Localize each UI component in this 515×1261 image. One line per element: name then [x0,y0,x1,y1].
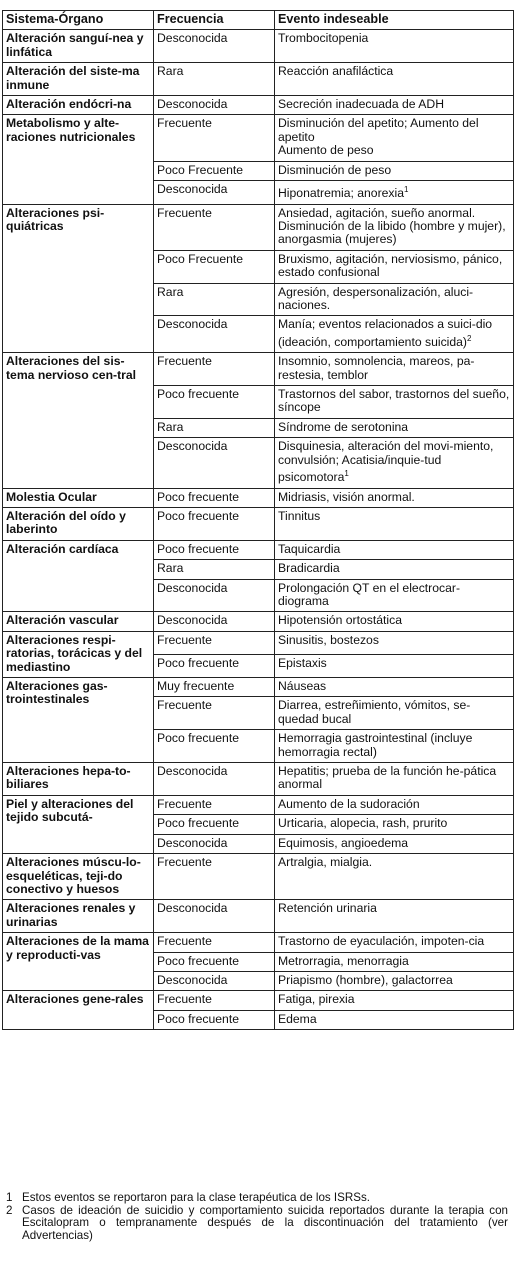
event-cell [275,678,514,697]
system-organ-cell: Alteraciones gas-trointestinales [3,678,154,763]
event-text: Insomnio, somnolencia, mareos, pa-restesia, temblor [278,354,475,382]
event-cell [275,697,514,730]
footnote-text: Casos de ideación de suicidio y comportamiento suicida reportados durante la terapia con Escitalopram o tempranamente después de la discontinuación del tratamiento (ver Advertencias) [22,1203,508,1242]
event-cell [275,96,514,115]
table-row [3,507,514,540]
frequency-cell: Poco frecuente [154,386,275,419]
event-cell [275,204,514,250]
system-organ-cell: Alteraciones gene-rales [3,991,154,1030]
event-cell [275,795,514,814]
table-row [3,115,514,161]
frequency-cell: Poco frecuente [154,507,275,540]
event-cell [275,63,514,96]
frequency-cell: Poco Frecuente [154,250,275,283]
event-cell [275,971,514,990]
footnote-number: 2 [6,1203,13,1217]
event-text: Disminución del apetito; Aumento del apetito Aumento de peso [278,116,479,158]
event-text: Náuseas [278,679,327,694]
table-row [3,854,514,900]
frequency-cell: Desconocida [154,96,275,115]
table-row [3,63,514,96]
event-text: Midriasis, visión anormal. [278,489,415,504]
footnotes [6,1192,508,1242]
event-text: Fatiga, pirexia [278,992,355,1007]
frequency-cell: Desconocida [154,30,275,63]
system-organ-cell: Alteraciones renales y urinarias [3,900,154,933]
frequency-cell: Frecuente [154,204,275,250]
frequency-cell: Desconocida [154,971,275,990]
table-row [3,933,514,952]
event-cell [275,834,514,853]
frequency-cell: Desconocida [154,834,275,853]
frequency-cell: Desconocida [154,900,275,933]
event-text: Diarrea, estreñimiento, vómitos, se-quedad bucal [278,698,471,726]
event-text: Equimosis, angioedema [278,835,409,850]
system-organ-cell: Alteraciones hepa-to-biliares [3,763,154,796]
system-organ-cell: Piel y alteraciones del tejido subcutá- [3,795,154,853]
event-cell [275,438,514,488]
footnote [6,1192,508,1205]
footnote-ref: 1 [344,469,349,479]
event-text: Secreción inadecuada de ADH [278,97,444,112]
event-text: Retención urinaria [278,901,377,916]
frequency-cell: Poco frecuente [154,1010,275,1029]
frequency-cell: Poco frecuente [154,654,275,677]
header-frequency: Frecuencia [154,11,275,30]
event-text: Ansiedad, agitación, sueño anormal. Disminución de la libido (hombre y mujer), anorgasmia (mujeres) [278,205,506,247]
table-row [3,30,514,63]
frequency-cell: Frecuente [154,353,275,386]
system-organ-cell: Alteraciones múscu-lo-esqueléticas, teji-do conectivo y huesos [3,854,154,900]
footnote-text: Estos eventos se reportaron para la clase terapéutica de los ISRSs. [22,1191,370,1204]
system-organ-cell: Alteraciones psi-quiátricas [3,204,154,353]
system-organ-cell: Alteración vascular [3,612,154,631]
table-body [3,30,514,1030]
frequency-cell: Rara [154,63,275,96]
event-cell [275,730,514,763]
event-text: Epistaxis [278,655,327,670]
system-organ-cell: Molestia Ocular [3,488,154,507]
frequency-cell: Poco frecuente [154,540,275,559]
table-row [3,204,514,250]
system-organ-cell: Alteración del oído y laberinto [3,507,154,540]
frequency-cell: Muy frecuente [154,678,275,697]
table-header-row [3,11,514,30]
event-text: Hiponatremia; anorexia [278,186,405,201]
event-cell [275,763,514,796]
event-text: Trastornos del sabor, trastornos del sueño, síncope [278,387,510,415]
table-row [3,763,514,796]
event-text: Reacción anafiláctica [278,64,394,79]
event-text: Prolongación QT en el electrocar-diograma [278,580,461,608]
frequency-cell: Desconocida [154,316,275,353]
table-row [3,678,514,697]
table-row [3,795,514,814]
event-cell [275,815,514,834]
event-cell [275,933,514,952]
event-cell [275,1010,514,1029]
footnote-ref: 2 [467,333,472,343]
event-text: Trombocitopenia [278,31,369,46]
event-cell [275,991,514,1010]
frequency-cell: Desconocida [154,612,275,631]
frequency-cell: Frecuente [154,697,275,730]
event-text: Priapismo (hombre), galactorrea [278,972,453,987]
event-cell [275,631,514,654]
event-cell [275,30,514,63]
event-text: Aumento de la sudoración [278,796,420,811]
event-text: Edema [278,1011,317,1026]
adverse-events-table [2,10,514,1030]
table-row [3,631,514,654]
event-text: Disquinesia, alteración del movi-miento, convulsión; Acatisia/inquie-tud psicomotora [278,439,494,485]
frequency-cell: Poco Frecuente [154,161,275,180]
table-row [3,900,514,933]
footnote-number: 1 [6,1191,13,1204]
frequency-cell: Poco frecuente [154,730,275,763]
event-text: Hemorragia gastrointestinal (incluye hemorragia rectal) [278,731,473,759]
table-row [3,991,514,1010]
event-cell [275,418,514,437]
event-cell [275,854,514,900]
event-text: Artralgia, mialgia. [278,855,373,870]
event-text: Sinusitis, bostezos [278,632,379,647]
event-text: Bruxismo, agitación, nerviosismo, pánico, estado confusional [278,251,503,280]
event-cell [275,540,514,559]
frequency-cell: Poco frecuente [154,488,275,507]
frequency-cell: Poco frecuente [154,815,275,834]
frequency-cell: Rara [154,418,275,437]
event-cell [275,316,514,353]
frequency-cell: Rara [154,283,275,316]
event-cell [275,115,514,161]
table-row [3,96,514,115]
frequency-cell: Rara [154,560,275,579]
frequency-cell: Frecuente [154,631,275,654]
frequency-cell: Desconocida [154,579,275,612]
frequency-cell: Frecuente [154,854,275,900]
event-text: Taquicardia [278,541,341,556]
event-cell [275,386,514,419]
event-cell [275,952,514,971]
event-text: Manía; eventos relacionados a suici-dio (ideación, comportamiento suicida) [278,317,493,349]
event-text: Trastorno de eyaculación, impoten-cia [278,934,485,949]
event-cell [275,507,514,540]
frequency-cell: Frecuente [154,991,275,1010]
event-text: Tinnitus [278,508,321,523]
event-cell [275,161,514,180]
system-organ-cell: Alteraciones respi-ratorias, torácicas y del mediastino [3,631,154,677]
system-organ-cell: Alteración del siste-ma inmune [3,63,154,96]
event-text: Disminución de peso [278,162,392,177]
system-organ-cell: Alteraciones del sis-tema nervioso cen-tral [3,353,154,488]
frequency-cell: Desconocida [154,181,275,204]
event-text: Metrorragia, menorragia [278,953,409,968]
frequency-cell: Frecuente [154,933,275,952]
system-organ-cell: Alteraciones de la mama y reproducti-vas [3,933,154,991]
event-cell [275,250,514,283]
event-cell [275,488,514,507]
table-row [3,612,514,631]
system-organ-cell: Alteración sanguí-nea y linfática [3,30,154,63]
system-organ-cell: Alteración endócri-na [3,96,154,115]
event-cell [275,560,514,579]
event-text: Síndrome de serotonina [278,419,409,434]
event-cell [275,654,514,677]
event-cell [275,353,514,386]
frequency-cell: Desconocida [154,438,275,488]
frequency-cell: Frecuente [154,795,275,814]
footnote [6,1205,508,1243]
header-system: Sistema-Órgano [3,11,154,30]
footnote-ref: 1 [404,185,409,195]
header-event: Evento indeseable [275,11,514,30]
table-row [3,488,514,507]
event-text: Hepatitis; prueba de la función he-pática anormal [278,764,497,792]
event-text: Agresión, despersonalización, aluci-naciones. [278,284,474,312]
system-organ-cell: Alteración cardíaca [3,540,154,612]
event-cell [275,612,514,631]
event-text: Hipotensión ortostática [278,613,402,628]
event-cell [275,900,514,933]
event-cell [275,181,514,204]
table-row [3,540,514,559]
event-cell [275,283,514,316]
frequency-cell: Poco frecuente [154,952,275,971]
table-row [3,353,514,386]
system-organ-cell: Metabolismo y alte-raciones nutricionales [3,115,154,204]
event-cell [275,579,514,612]
event-text: Bradicardia [278,561,340,576]
frequency-cell: Frecuente [154,115,275,161]
event-text: Urticaria, alopecia, rash, prurito [278,816,448,831]
frequency-cell: Desconocida [154,763,275,796]
